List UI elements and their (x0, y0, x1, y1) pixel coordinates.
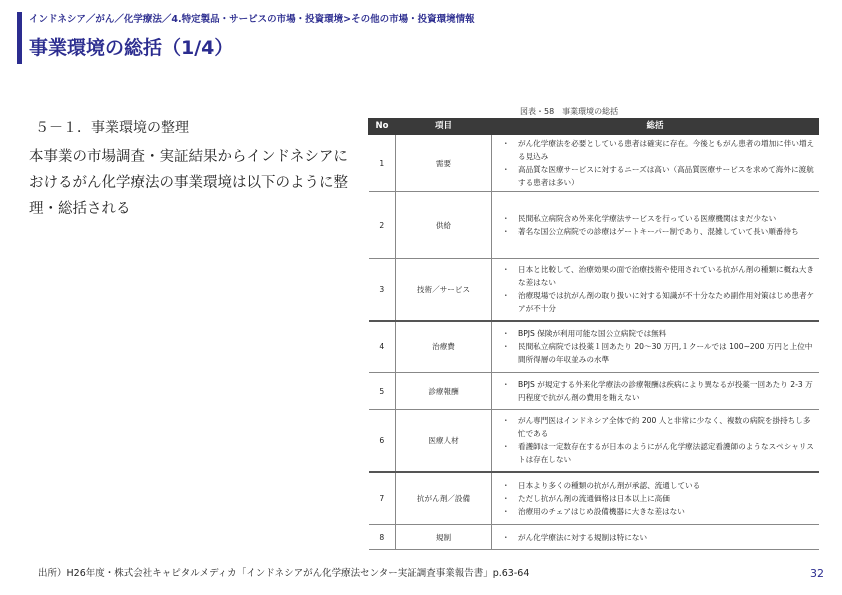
left-text-block (29, 116, 359, 222)
column-header-no: No (369, 119, 396, 135)
table-row (369, 472, 819, 525)
title-accent-bar (17, 12, 22, 64)
row-number: 2 (369, 192, 396, 259)
row-summary (492, 410, 819, 472)
summary-bullet: ・ 高品質な医療サービスに対するニーズは高い（高品質医療サービスを求めて海外に渡航する患者は多い） (502, 163, 815, 189)
section-heading: ５－１．事業環境の整理 (35, 120, 189, 136)
row-number: 5 (369, 373, 396, 410)
row-number: 7 (369, 472, 396, 525)
summary-bullet: ・ 日本と比較して、治療効果の面で治療技術や使用されている抗がん剤の種類に概ね大きな差はない (502, 263, 815, 289)
table-row (369, 373, 819, 410)
row-item: 需要 (396, 135, 492, 192)
summary-bullet: ・ 看護師は一定数存在するが日本のようにがん化学療法認定看護師のようなスペシャリストは存在しない (502, 440, 815, 466)
summary-bullet: ・ 民間私立病院含め外来化学療法サービスを行っている医療機関はまだ少ない (502, 212, 815, 225)
table-row (369, 321, 819, 373)
row-number: 6 (369, 410, 396, 472)
source-note: 出所）H26年度・株式会社キャピタルメディカ「インドネシアがん化学療法センター実証調査事業報告書」p.63-64 (38, 568, 530, 579)
summary-bullet: ・ 治療用のチェアはじめ設備機器に大きな差はない (502, 505, 815, 518)
row-item: 供給 (396, 192, 492, 259)
row-item: 抗がん剤／設備 (396, 472, 492, 525)
column-header-item: 項目 (396, 119, 492, 135)
row-item: 技術／サービス (396, 259, 492, 321)
summary-bullet: ・ 民間私立病院では投薬１回あたり 20～30 万円,１クールでは 100~200 万円と上位中間所得層の年収並みの水準 (502, 340, 815, 366)
row-item: 医療人材 (396, 410, 492, 472)
summary-table (368, 118, 819, 550)
row-summary (492, 525, 819, 550)
row-summary (492, 472, 819, 525)
summary-bullet: ・ がん化学療法に対する規制は特にない (502, 531, 815, 544)
summary-bullet: ・ ただし抗がん剤の流通価格は日本以上に高価 (502, 492, 815, 505)
row-summary (492, 321, 819, 373)
summary-bullet: ・ 日本より多くの種類の抗がん剤が承認、流通している (502, 479, 815, 492)
table-row (369, 135, 819, 192)
row-item: 規制 (396, 525, 492, 550)
summary-bullet: ・ がん化学療法を必要としている患者は確実に存在。今後ともがん患者の増加に伴い増える見込み (502, 137, 815, 163)
row-summary (492, 373, 819, 410)
row-summary (492, 259, 819, 321)
page-title: 事業環境の総括（1/4） (29, 37, 234, 59)
row-number: 4 (369, 321, 396, 373)
table-row (369, 525, 819, 550)
summary-bullet: ・ BPJS 保険が利用可能な国公立病院では無料 (502, 327, 815, 340)
row-number: 1 (369, 135, 396, 192)
table-row (369, 192, 819, 259)
row-number: 8 (369, 525, 396, 550)
page-number: 32 (810, 567, 824, 580)
summary-bullet: ・ BPJS が規定する外来化学療法の診療報酬は疾病により異なるが投薬一回あたり 2-3 万円程度で抗がん剤の費用を賄えない (502, 378, 815, 404)
summary-bullet: ・ がん専門医はインドネシア全体で約 200 人と非常に少なく、複数の病院を掛持ちし多忙である (502, 414, 815, 440)
table-header-row (369, 119, 819, 135)
summary-text: 本事業の市場調査・実証結果からインドネシアにおけるがん化学療法の事業環境は以下のように整理・総括される (29, 149, 348, 217)
row-summary (492, 135, 819, 192)
row-item: 治療費 (396, 321, 492, 373)
figure-caption: 図表・58 事業環境の総括 (520, 107, 619, 116)
row-item: 診療報酬 (396, 373, 492, 410)
summary-table-container (368, 118, 818, 555)
row-number: 3 (369, 259, 396, 321)
column-header-summary: 総括 (492, 119, 819, 135)
breadcrumb: インドネシア／がん／化学療法／4.特定製品・サービスの市場・投資環境>その他の市場・投資環境情報 (29, 14, 475, 25)
table-row (369, 410, 819, 472)
table-row (369, 259, 819, 321)
row-summary (492, 192, 819, 259)
summary-bullet: ・ 治療現場では抗がん剤の取り扱いに対する知識が不十分なため副作用対策はじめ患者ケアが不十分 (502, 289, 815, 315)
summary-bullet: ・ 著名な国公立病院での診療はゲートキーパー制であり、混雑していて長い順番待ち (502, 225, 815, 238)
